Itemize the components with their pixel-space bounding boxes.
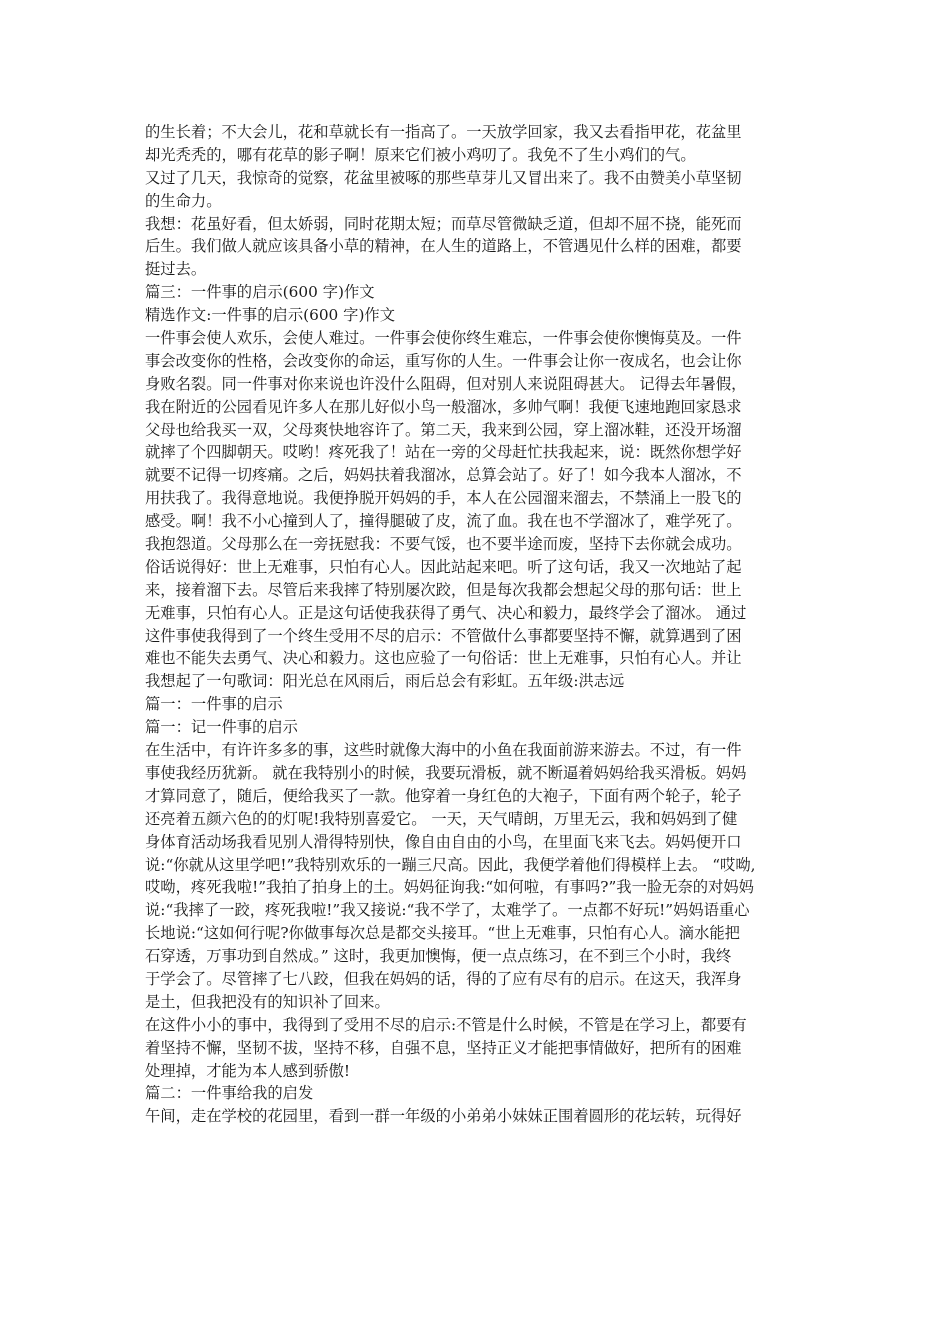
text-line: 是土，但我把没有的知识补了回来。 xyxy=(145,992,390,1011)
text-line: 在生活中，有许许多多的事，这些时就像大海中的小鱼在我面前游来游去。不过，有一件 xyxy=(145,741,742,760)
text-line: 才算同意了，随后，便给我买了一款。他穿着一身红色的大袍子，下面有两个轮子，轮子 xyxy=(145,786,742,805)
text-line: 来，接着溜下去。尽管后来我摔了特别屡次跤，但是每次我都会想起父母的那句话：世上 xyxy=(145,580,742,599)
text-line: 的生命力。 xyxy=(145,191,222,210)
text-line: 午间，走在学校的花园里，看到一群一年级的小弟弟小妹妹正围着圆形的花坛转，玩得好 xyxy=(145,1107,742,1126)
text-line: 挺过去。 xyxy=(145,260,207,279)
section-heading: 篇二：一件事给我的启发 xyxy=(145,1084,314,1103)
text-line: 感受。啊！我不小心撞到人了，撞得腿破了皮，流了血。我在也不学溜冰了，难学死了。 xyxy=(145,512,742,531)
text-line: 长地说:“这如何行呢?你做事每次总是都交头接耳。“世上无难事，只怕有心人。滴水能把 xyxy=(145,924,740,943)
text-line: 又过了几天，我惊奇的觉察，花盆里被啄的那些草芽儿又冒出来了。我不由赞美小草坚韧 xyxy=(145,168,742,187)
text-line: 用扶我了。我得意地说。我便挣脱开妈妈的手，本人在公园溜来溜去，不禁涌上一股飞的 xyxy=(145,489,742,508)
text-line: 还亮着五颜六色的的灯呢!我特别喜爱它。 一天，天气晴朗，万里无云，我和妈妈到了健 xyxy=(145,809,738,828)
text-line: 哎呦，疼死我啦!”我拍了拍身上的土。妈妈征询我:“如何啦，有事吗?”我一脸无奈的对妈妈 xyxy=(145,878,754,897)
text-line: 石穿透，万事功到自然成。” 这时，我更加懊悔，便一点点练习，在不到三个小时，我终 xyxy=(145,947,732,966)
text-line: 身败名裂。同一件事对你来说也许没什么阻碍，但对别人来说阻碍甚大。 记得去年暑假， xyxy=(145,374,747,393)
text-line: 一件事会使人欢乐，会使人难过。一件事会使你终生难忘，一件事会使你懊悔莫及。一件 xyxy=(145,329,742,348)
text-line: 难也不能失去勇气、决心和毅力。这也应验了一句俗话：世上无难事，只怕有心人。并让 xyxy=(145,649,742,668)
text-line: 俗话说得好：世上无难事，只怕有心人。因此站起来吧。听了这句话，我又一次地站了起 xyxy=(145,557,742,576)
text-line: 身体育活动场我看见别人滑得特别快，像自由自由的小鸟，在里面飞来飞去。妈妈便开口 xyxy=(145,832,742,851)
text-line: 无难事，只怕有心人。正是这句话使我获得了勇气、决心和毅力，最终学会了溜冰。 通过 xyxy=(145,603,747,622)
section-subheading: 精选作文:一件事的启示(600 字)作文 xyxy=(145,306,396,325)
section-subheading: 篇一：记一件事的启示 xyxy=(145,718,298,737)
text-line: 后生。我们做人就应该具备小草的精神，在人生的道路上，不管遇见什么样的困难，都要 xyxy=(145,237,742,256)
text-line: 事会改变你的性格，会改变你的命运，重写你的人生。一件事会让你一夜成名，也会让你 xyxy=(145,351,742,370)
text-line: 我抱怨道。父母那么在一旁抚慰我：不要气馁，也不要半途而废，坚持下去你就会成功。 xyxy=(145,535,742,554)
text-line: 事使我经历犹新。 就在我特别小的时候，我要玩滑板，就不断逼着妈妈给我买滑板。妈妈 xyxy=(145,763,747,782)
text-line: 我想起了一句歌词：阳光总在风雨后，雨后总会有彩虹。五年级:洪志远 xyxy=(145,672,625,691)
text-line: 的生长着；不大会儿，花和草就长有一指高了。一天放学回家，我又去看指甲花，花盆里 xyxy=(145,123,742,141)
text-line: 在这件小小的事中，我得到了受用不尽的启示:不管是什么时候，不管是在学习上，都要有 xyxy=(145,1015,747,1034)
text-line: 说:“你就从这里学吧!”我特别欢乐的一蹦三尺高。因此，我便学着他们得模样上去。 “哎呦, xyxy=(145,855,756,874)
text-line: 我想：花虽好看，但太娇弱，同时花期太短；而草尽管微缺乏道，但却不屈不挠，能死而 xyxy=(145,214,742,233)
text-line: 却光秃秃的，哪有花草的影子啊！原来它们被小鸡叨了。我免不了生小鸡们的气。 xyxy=(145,145,696,164)
text-line: 这件事使我得到了一个终生受用不尽的启示：不管做什么事都要坚持不懈，就算遇到了困 xyxy=(145,626,742,645)
section-heading: 篇三：一件事的启示(600 字)作文 xyxy=(145,283,375,302)
text-line: 父母也给我买一双，父母爽快地容许了。第二天，我来到公园，穿上溜冰鞋，还没开场溜 xyxy=(145,420,742,439)
text-line: 着坚持不懈，坚韧不拔，坚持不移，自强不息，坚持正义才能把事情做好，把所有的困难 xyxy=(145,1038,742,1057)
text-line: 就要不记得一切疼痛。之后，妈妈扶着我溜冰，总算会站了。好了！如今我本人溜冰，不 xyxy=(145,466,742,485)
text-line: 就摔了个四脚朝天。哎哟！疼死我了！站在一旁的父母赶忙扶我起来，说：既然你想学好 xyxy=(145,443,742,462)
text-line: 于学会了。尽管摔了七八跤，但我在妈妈的话，得的了应有尽有的启示。在这天，我浑身 xyxy=(145,969,742,988)
document-body xyxy=(145,121,825,1128)
section-heading: 篇一：一件事的启示 xyxy=(145,695,283,714)
text-line: 我在附近的公园看见许多人在那儿好似小鸟一般溜冰，多帅气啊！我便飞速地跑回家恳求 xyxy=(145,397,742,416)
text-line: 处理掉，才能为本人感到骄傲! xyxy=(145,1061,351,1080)
text-line: 说:“我摔了一跤，疼死我啦!”我又接说:“我不学了，太难学了。一点都不好玩!”妈妈语重心 xyxy=(145,901,750,920)
